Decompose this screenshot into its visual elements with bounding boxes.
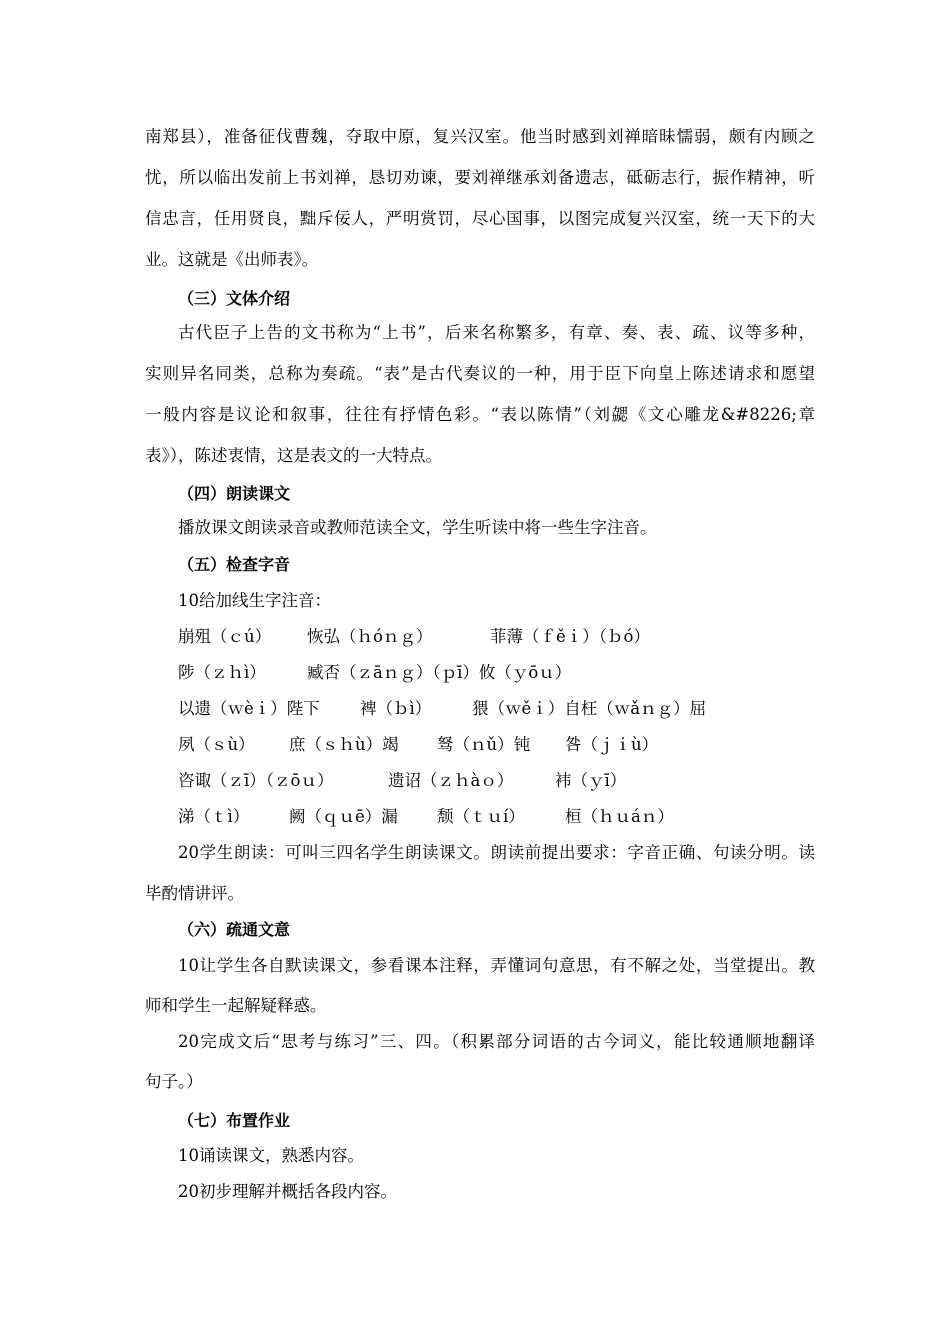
paragraph-line: 播放课文朗读录音或教师范读全文，学生听读中将一些生字注音。 bbox=[178, 518, 657, 537]
paragraph-line: 10让学生各自默读课文，参看课本注释，弄懂词句意思，有不解之处，当堂提出。教 bbox=[178, 956, 815, 975]
pinyin-item: 驽（ｎǔ）钝 bbox=[437, 735, 531, 754]
pinyin-item: 夙（ｓù） bbox=[178, 735, 255, 754]
paragraph-line: 信忠言，任用贤良，黜斥佞人，严明赏罚，尽心国事，以图完成复兴汉室，统一天下的大 bbox=[145, 209, 815, 228]
paragraph-line: 20学生朗读：可叫三四名学生朗读课文。朗读前提出要求：字音正确、句读分明。读 bbox=[178, 843, 815, 862]
paragraph-line: 一般内容是议论和叙事，往往有抒情色彩。“表以陈情”（刘勰《文心雕龙&#8226;章 bbox=[145, 405, 815, 424]
pinyin-item: 颓（ｔｕí） bbox=[437, 807, 525, 826]
paragraph-line: 毕酌情讲评。 bbox=[145, 884, 244, 903]
list-item: 10诵读课文，熟悉内容。 bbox=[178, 1146, 364, 1165]
section-heading-3: （三）文体介绍 bbox=[178, 289, 291, 308]
pinyin-item: 咎（ｊｉù） bbox=[565, 735, 659, 754]
paragraph-line: 南郑县），准备征伐曹魏，夺取中原，复兴汉室。他当时感到刘禅暗昧懦弱，颇有内顾之 bbox=[145, 127, 815, 146]
pinyin-item: 阙（ｑｕē）漏 bbox=[289, 807, 398, 826]
section-heading-5: （五）检查字音 bbox=[178, 555, 291, 574]
paragraph-line: 师和学生一起解疑释惑。 bbox=[145, 996, 327, 1015]
pinyin-item: 遗诏（ｚｈàｏ） bbox=[388, 771, 514, 790]
paragraph-line: 古代臣子上告的文书称为“上书”，后来名称繁多，有章、奏、表、疏、议等多种， bbox=[178, 323, 815, 342]
pinyin-item: 猥（ｗěｉ）自枉（ｗǎｎｇ）屈 bbox=[472, 699, 707, 718]
task-line: 10给加线生字注音： bbox=[178, 591, 331, 610]
section-heading-4: （四）朗读课文 bbox=[178, 484, 291, 503]
pinyin-item: 菲薄（ｆěｉ）（ｂó） bbox=[490, 627, 650, 646]
pinyin-item: 庶（ｓｈù）竭 bbox=[289, 735, 399, 754]
section-heading-7: （七）布置作业 bbox=[178, 1111, 291, 1130]
pinyin-item: 以遗（ｗèｉ）陛下 bbox=[178, 699, 320, 718]
pinyin-item: 恢弘（ｈóｎｇ） bbox=[307, 627, 433, 646]
paragraph-line: 忧，所以临出发前上书刘禅，恳切劝谏，要刘禅继承刘备遗志，砥砺志行，振作精神，听 bbox=[145, 168, 815, 187]
pinyin-item: 裨（ｂì） bbox=[360, 699, 432, 718]
section-heading-6: （六）疏通文意 bbox=[178, 920, 291, 939]
pinyin-item: 桓（ｈｕáｎ） bbox=[565, 807, 674, 826]
pinyin-item: 咨诹（ｚī）（ｚōｕ） bbox=[178, 771, 334, 790]
paragraph-line: 实则异名同类，总称为奏疏。“表”是古代奏议的一种，用于臣下向皇上陈述请求和愿望 bbox=[145, 364, 815, 383]
paragraph-line: 业。这就是《出师表》。 bbox=[145, 250, 319, 269]
pinyin-item: 陟（ｚｈì） bbox=[178, 663, 266, 682]
pinyin-item: 臧否（ｚāｎｇ）（ｐī）攸（ｙōｕ） bbox=[307, 663, 572, 682]
paragraph-line: 句子。） bbox=[145, 1072, 203, 1091]
pinyin-item: 涕（ｔì） bbox=[178, 807, 250, 826]
paragraph-line: 20完成文后“思考与练习”三、四。（积累部分词语的古今词义，能比较通顺地翻译 bbox=[178, 1032, 815, 1051]
pinyin-item: 袆（ｙī） bbox=[555, 771, 627, 790]
list-item: 20初步理解并概括各段内容。 bbox=[178, 1182, 397, 1201]
paragraph-line: 表》），陈述衷情，这是表文的一大特点。 bbox=[145, 446, 442, 465]
pinyin-item: 崩殂（ｃú） bbox=[178, 627, 272, 646]
